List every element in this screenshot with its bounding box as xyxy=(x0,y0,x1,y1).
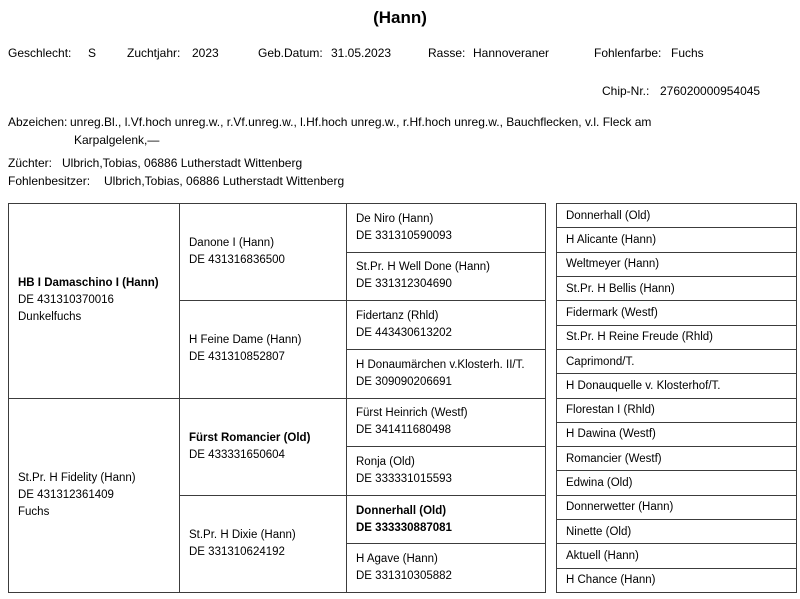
horse-color: Fuchs xyxy=(18,505,50,518)
fohlenbesitzer-value: Ulbrich,Tobias, 06886 Lutherstadt Wittenberg xyxy=(104,174,345,188)
rasse-label: Rasse: xyxy=(428,46,466,60)
geschlecht-value: S xyxy=(88,46,97,60)
horse-reg: DE 309090206691 xyxy=(356,375,452,388)
pedigree-cell xyxy=(180,496,346,592)
pedigree-cell: Ninette (Old) xyxy=(557,520,796,544)
horse-name: Danone I (Hann) xyxy=(189,237,275,250)
pedigree-gen4-column xyxy=(556,203,797,593)
pedigree-cell: Aktuell (Hann) xyxy=(557,544,796,568)
pedigree-cell xyxy=(180,301,346,398)
geb-datum-label: Geb.Datum: xyxy=(258,46,323,60)
page-title: (Hann) xyxy=(373,8,427,27)
horse-name: Fürst Heinrich (Westf) xyxy=(356,407,468,420)
zuechter-value: Ulbrich,Tobias, 06886 Lutherstadt Wittenberg xyxy=(62,156,303,170)
pedigree-cell: St.Pr. H Reine Freude (Rhld) xyxy=(557,326,796,350)
abzeichen-line2: Karpalgelenk,— xyxy=(74,133,160,147)
horse-name: Ronja (Old) xyxy=(356,455,415,468)
abzeichen-line1: unreg.Bl., l.Vf.hoch unreg.w., r.Vf.unreg.w., l.Hf.hoch unreg.w., r.Hf.hoch unreg.w., Bauchflecken, v.l. Fleck am xyxy=(70,115,652,129)
horse-name: H Donaumärchen v.Klosterh. II/T. xyxy=(356,358,525,371)
pedigree-cell: Florestan I (Rhld) xyxy=(557,399,796,423)
horse-reg: DE 431312361409 xyxy=(18,488,114,501)
pedigree-cell xyxy=(347,253,545,302)
pedigree-cell: Donnerhall (Old) xyxy=(557,204,796,228)
geb-datum-value: 31.05.2023 xyxy=(331,46,392,60)
horse-name: De Niro (Hann) xyxy=(356,212,434,225)
horse-reg: DE 331310305882 xyxy=(356,570,452,583)
pedigree-cell: Caprimond/T. xyxy=(557,350,796,374)
chip-nr-value: 276020000954045 xyxy=(660,84,761,98)
rasse-value: Hannoveraner xyxy=(473,46,550,60)
horse-reg: DE 431316836500 xyxy=(189,254,285,267)
zuechter-label: Züchter: xyxy=(8,156,53,170)
chip-nr-label: Chip-Nr.: xyxy=(602,84,650,98)
pedigree-cell: Donnerwetter (Hann) xyxy=(557,496,796,520)
pedigree-cell xyxy=(347,301,545,350)
fohlenbesitzer-label: Fohlenbesitzer: xyxy=(8,174,91,188)
horse-name: St.Pr. H Fidelity (Hann) xyxy=(18,471,136,484)
horse-reg: DE 331312304690 xyxy=(356,278,452,291)
zuchtjahr-value: 2023 xyxy=(192,46,219,60)
horse-name: H Feine Dame (Hann) xyxy=(189,334,302,347)
horse-name: HB I Damaschino I (Hann) xyxy=(18,277,159,290)
pedigree-cell xyxy=(180,204,346,301)
horse-name: Fidertanz (Rhld) xyxy=(356,310,439,323)
horse-reg: DE 431310852807 xyxy=(189,351,285,364)
pedigree-cell: H Dawina (Westf) xyxy=(557,423,796,447)
pedigree-cell xyxy=(347,350,545,399)
pedigree-cell: H Chance (Hann) xyxy=(566,574,656,587)
horse-name: Donnerhall (Old) xyxy=(356,504,447,517)
pedigree-cell: Edwina (Old) xyxy=(557,471,796,495)
pedigree-gen1-column xyxy=(9,204,180,592)
pedigree-cell: H Alicante (Hann) xyxy=(557,228,796,252)
pedigree-cell: Fidermark (Westf) xyxy=(557,301,796,325)
pedigree-gen2-column xyxy=(180,204,347,592)
pedigree-gen3-column xyxy=(347,204,545,592)
geschlecht-label: Geschlecht: xyxy=(8,46,72,60)
horse-name: H Agave (Hann) xyxy=(356,553,438,566)
pedigree-cell xyxy=(347,496,545,545)
pedigree-cell xyxy=(347,447,545,496)
pedigree-cell xyxy=(347,204,545,253)
pedigree-cell-sire xyxy=(9,204,179,399)
pedigree-cell: St.Pr. H Bellis (Hann) xyxy=(557,277,796,301)
abzeichen-label: Abzeichen: xyxy=(8,115,68,129)
pedigree-cell xyxy=(180,399,346,496)
pedigree-cell xyxy=(347,399,545,448)
pedigree-cell: H Donauquelle v. Klosterhof/T. xyxy=(557,374,796,398)
horse-reg: DE 341411680498 xyxy=(356,424,452,437)
pedigree-cell: Romancier (Westf) xyxy=(557,447,796,471)
fohlenfarbe-label: Fohlenfarbe: xyxy=(594,46,662,60)
fohlenfarbe-value: Fuchs xyxy=(671,46,704,60)
horse-reg: DE 333331015593 xyxy=(356,472,452,485)
horse-reg: DE 433331650604 xyxy=(189,448,285,461)
horse-name: St.Pr. H Well Done (Hann) xyxy=(356,261,491,274)
pedigree-cell-dam xyxy=(9,399,179,593)
horse-color: Dunkelfuchs xyxy=(18,311,82,324)
pedigree-table xyxy=(8,203,546,593)
pedigree-cell: Weltmeyer (Hann) xyxy=(557,253,796,277)
horse-reg: DE 333330887081 xyxy=(356,521,452,534)
pedigree-cell xyxy=(347,544,545,592)
horse-name: St.Pr. H Dixie (Hann) xyxy=(189,528,296,541)
horse-reg: DE 331310624192 xyxy=(189,545,285,558)
horse-reg: DE 331310590093 xyxy=(356,229,452,242)
horse-reg: DE 431310370016 xyxy=(18,294,114,307)
horse-name: Fürst Romancier (Old) xyxy=(189,431,311,444)
horse-reg: DE 443430613202 xyxy=(356,327,452,340)
zuchtjahr-label: Zuchtjahr: xyxy=(127,46,181,60)
